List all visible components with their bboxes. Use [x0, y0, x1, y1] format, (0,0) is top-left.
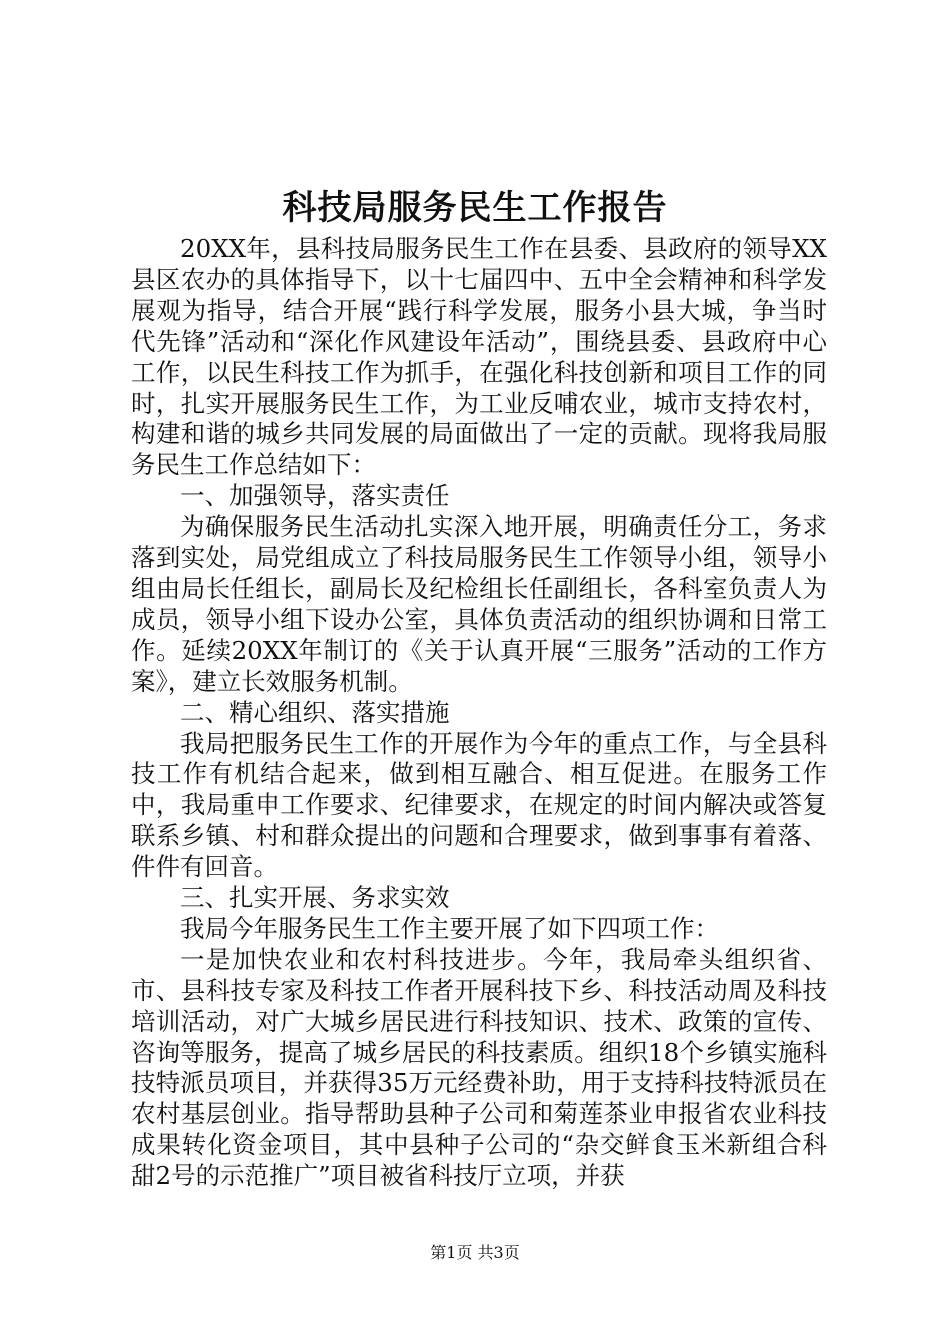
intro-paragraph: 20XX年，县科技局服务民生工作在县委、县政府的领导XX县区农办的具体指导下，以十七届四中、五中全会精神和科学发展观为指导，结合开展“践行科学发展，服务小县大城，争当时代先锋”活动和“深化作风建设年活动”，围绕县委、县政府中心工作，以民生科技工作为抓手，在强化科技创新和项目工作的同时，扎实开展服务民生工作，为工业反哺农业，城市支持农村，构建和谐的城乡共同发展的局面做出了一定的贡献。现将我局服务民生工作总结如下： — [131, 234, 827, 480]
section-1-paragraph: 为确保服务民生活动扎实深入地开展，明确责任分工，务求落到实处，局党组成立了科技局服务民生工作领导小组，领导小组由局长任组长，副局长及纪检组长任副组长，各科室负责人为成员，领导小组下设办公室，具体负责活动的组织协调和日常工作。延续20XX年制订的《关于认真开展“三服务”活动的工作方案》，建立长效服务机制。 — [131, 512, 827, 696]
document-body — [131, 234, 827, 1192]
section-heading-1: 一、加强领导，落实责任 — [180, 481, 450, 511]
section-3-intro: 我局今年服务民生工作主要开展了如下四项工作： — [180, 913, 719, 943]
section-heading-2: 二、精心组织、落实措施 — [180, 697, 450, 727]
section-3-item-1: 一是加快农业和农村科技进步。今年，我局牵头组织省、市、县科技专家及科技工作者开展科技下乡、科技活动周及科技培训活动，对广大城乡居民进行科技知识、技术、政策的宣传、咨询等服务，提高了城乡居民的科技素质。组织18个乡镇实施科技特派员项目，并获得35万元经费补助，用于支持科技特派员在农村基层创业。指导帮助县种子公司和菊莲茶业申报省农业科技成果转化资金项目，其中县种子公司的“杂交鲜食玉米新组合科甜2号的示范推广”项目被省科技厅立项，并获 — [131, 944, 827, 1191]
document-title: 科技局服务民生工作报告 — [282, 188, 668, 228]
page-number-footer: 第1页 共3页 — [430, 1243, 520, 1262]
section-heading-3: 三、扎实开展、务求实效 — [180, 883, 450, 913]
section-2-paragraph: 我局把服务民生工作的开展作为今年的重点工作，与全县科技工作有机结合起来，做到相互融合、相互促进。在服务工作中，我局重申工作要求、纪律要求，在规定的时间内解决或答复联系乡镇、村和群众提出的问题和合理要求，做到事事有着落、件件有回音。 — [131, 728, 827, 882]
